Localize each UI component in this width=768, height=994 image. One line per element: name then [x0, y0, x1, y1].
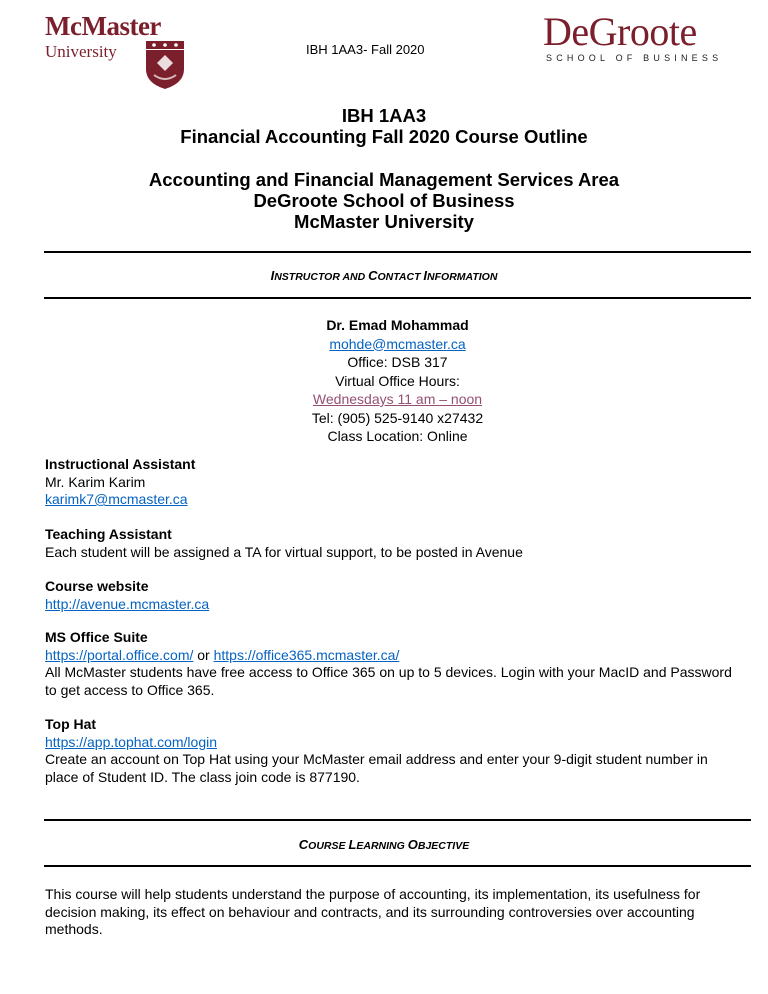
area-name: Accounting and Financial Management Services Area: [148, 169, 620, 190]
course-website-block: [45, 578, 735, 613]
top-hat-block: [45, 716, 735, 786]
instructional-assistant-email-link[interactable]: karimk7@mcmaster.ca: [45, 491, 188, 507]
degroote-logo: [533, 4, 723, 74]
instructor-email-link[interactable]: mohde@mcmaster.ca: [329, 335, 466, 352]
ms-office-text: All McMaster students have free access to Office 365 on up to 5 devices. Login with your MacID and Password to get access to Office 365.: [45, 664, 732, 698]
teaching-assistant-text: Each student will be assigned a TA for virtual support, to be posted in Avenue: [45, 543, 523, 560]
instructor-contact: [0, 316, 768, 446]
divider-bottom-objective: [44, 865, 751, 867]
office-hours-label: Virtual Office Hours:: [335, 372, 460, 389]
learning-objective-text: This course will help students understand the purpose of accounting, its implementation, its usefulness for decision making, its effect on behaviour and contracts, and its surrounding controversies over accounting methods.: [45, 886, 701, 937]
office-portal-link[interactable]: https://portal.office.com/: [45, 646, 194, 663]
mcmaster-crest-icon: [144, 41, 186, 89]
degroote-logo-word: DeGroote: [543, 9, 697, 54]
section-heading-instructor: INSTRUCTOR AND CONTACT INFORMATION: [270, 268, 498, 283]
teaching-assistant-block: [45, 526, 735, 561]
top-hat-link[interactable]: https://app.tophat.com/login: [45, 733, 217, 750]
top-hat-heading: Top Hat: [45, 716, 97, 732]
section-heading-objective: COURSE LEARNING OBJECTIVE: [298, 837, 470, 852]
instructor-name: Dr. Emad Mohammad: [326, 317, 469, 333]
instructional-assistant-block: [45, 456, 735, 509]
course-code-header: IBH 1AA3- Fall 2020: [306, 42, 425, 57]
instructional-assistant-name: Mr. Karim Karim: [45, 473, 146, 490]
instructional-assistant-heading: Instructional Assistant: [45, 456, 196, 472]
instructor-phone: Tel: (905) 525-9140 x27432: [311, 409, 484, 426]
divider-bottom-instructor: [44, 297, 751, 299]
link-separator: or: [193, 646, 214, 663]
university-name: McMaster University: [294, 211, 474, 232]
school-name: DeGroote School of Business: [253, 190, 515, 211]
ms-office-heading: MS Office Suite: [45, 629, 148, 645]
ms-office-block: [45, 629, 735, 699]
class-location: Class Location: Online: [327, 428, 468, 444]
course-website-heading: Course website: [45, 578, 149, 594]
title-block-course: [0, 105, 768, 147]
teaching-assistant-heading: Teaching Assistant: [45, 526, 172, 542]
course-title-name: Financial Accounting Fall 2020 Course Outline: [180, 126, 588, 147]
course-title-code: IBH 1AA3: [341, 105, 427, 126]
course-website-link[interactable]: http://avenue.mcmaster.ca: [45, 595, 210, 612]
mcmaster-logo-subword: University: [45, 42, 117, 61]
divider-top-instructor: [44, 251, 751, 253]
divider-top-objective: [44, 819, 751, 821]
mcmaster-logo: [45, 12, 185, 88]
office365-link[interactable]: https://office365.mcmaster.ca/: [213, 646, 400, 663]
degroote-logo-subword: SCHOOL OF BUSINESS: [546, 53, 723, 63]
mcmaster-logo-word: McMaster: [45, 11, 161, 41]
office-hours-link[interactable]: Wednesdays 11 am – noon: [312, 391, 483, 407]
instructor-office: Office: DSB 317: [347, 354, 448, 370]
title-block-area: [0, 169, 768, 232]
top-hat-text: Create an account on Top Hat using your McMaster email address and enter your 9-digit student number in place of Student ID. The class join code is 877190.: [45, 751, 708, 785]
